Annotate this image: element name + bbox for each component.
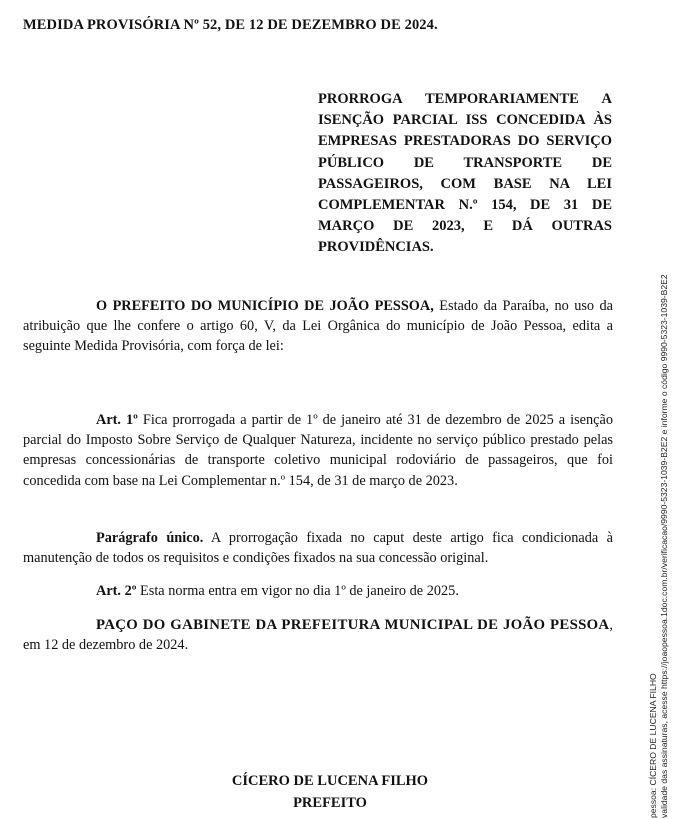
stamp-verification-line: validade das assinaturas, acesse https://joaopessoa.1doc.com.br/verificacao/9990-5323-1039-B2E2 e informe o código 9990-5323-1039-B2E2 [659, 274, 669, 818]
preamble-lead: O PREFEITO DO MUNICÍPIO DE JOÃO PESSOA, [96, 298, 434, 314]
document-title: MEDIDA PROVISÓRIA Nº 52, DE 12 DE DEZEMBRO DE 2024. [23, 17, 438, 33]
sole-paragraph-text: A prorrogação fixada no caput deste artigo fica condicionada à manutenção de todos os requisitos e condições fixados na sua concessão original. [23, 530, 613, 567]
signatory-name: CÍCERO DE LUCENA FILHO [231, 773, 429, 789]
signature-block [160, 770, 500, 814]
sole-paragraph-lead: Parágrafo único. [96, 530, 204, 546]
preamble-paragraph [23, 296, 613, 357]
article-2 [23, 581, 613, 601]
article-1-text: Fica prorrogada a partir de 1º de janeiro até 31 de dezembro de 2025 a isenção parcial do Imposto Sobre Serviço de Qualquer Natureza, incidente no serviço público prestado pelas empresas concessionárias de transporte coletivo municipal rodoviário de passageiros, que foi concedida com base na Lei Complementar n.º 154, de 31 de março de 2023. [23, 412, 613, 489]
article-2-text: Esta norma entra em vigor no dia 1º de janeiro de 2025. [136, 583, 459, 599]
signatory-role: PREFEITO [293, 795, 367, 811]
ementa: PRORROGA TEMPORARIAMENTE A ISENÇÃO PARCIAL ISS CONCEDIDA ÀS EMPRESAS PRESTADORAS DO SERVIÇO PÚBLICO DE TRANSPORTE DE PASSAGEIROS, COM BASE NA LEI COMPLEMENTAR N.º 154, DE 31 DE MARÇO DE 2023, E DÁ OUTRAS PROVIDÊNCIAS. [318, 91, 612, 256]
digital-signature-stamp [648, 178, 670, 818]
article-1 [23, 410, 613, 491]
sole-paragraph [23, 528, 613, 568]
closing-paragraph [23, 615, 613, 655]
article-2-lead: Art. 2º [96, 583, 137, 599]
closing-lead: PAÇO DO GABINETE DA PREFEITURA MUNICIPAL DE JOÃO PESSOA [96, 617, 610, 633]
stamp-signer-line: pessoa: CÍCERO DE LUCENA FILHO [648, 673, 658, 818]
closing-text: , em 12 de dezembro de 2024. [23, 617, 613, 654]
preamble-text: Estado da Paraíba, no uso da atribuição que lhe confere o artigo 60, V, da Lei Orgânica do município de João Pessoa, edita a seguinte Medida Provisória, com força de lei: [23, 298, 613, 355]
article-1-lead: Art. 1º [96, 412, 138, 428]
